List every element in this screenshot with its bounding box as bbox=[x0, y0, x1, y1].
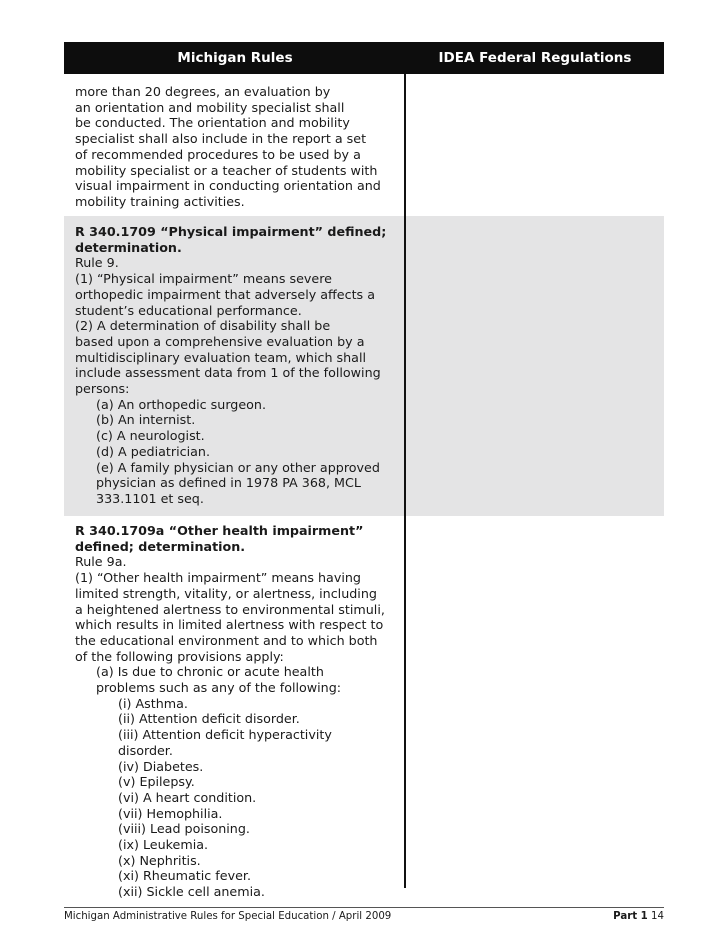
sub-item: problems such as any of the following: bbox=[96, 680, 342, 696]
list-item: (v) Epilepsy. bbox=[118, 774, 195, 790]
text-line: persons: bbox=[75, 381, 130, 397]
list-item: (d) A pediatrician. bbox=[96, 443, 210, 459]
list-item: (i) Asthma. bbox=[118, 695, 188, 711]
list-item: physician as defined in 1978 PA 368, MCL bbox=[96, 475, 361, 491]
list-item: 333.1101 et seq. bbox=[96, 490, 204, 506]
rule-heading: determination. bbox=[75, 239, 182, 255]
list-item: (viii) Lead poisoning. bbox=[118, 821, 250, 837]
rule-heading: R 340.1709 “Physical impairment” defined; bbox=[75, 224, 387, 239]
list-item: (vi) A heart condition. bbox=[118, 789, 257, 805]
text-line: mobility training activities. bbox=[75, 193, 245, 209]
list-item: (x) Nephritis. bbox=[118, 852, 201, 868]
footer-page-number: 14 bbox=[651, 911, 664, 922]
list-item: (ix) Leukemia. bbox=[118, 837, 209, 853]
text-line: an orientation and mobility specialist shall bbox=[75, 99, 345, 115]
rule-heading: R 340.1709a “Other health impairment” bbox=[75, 523, 364, 538]
list-item: (b) An internist. bbox=[96, 412, 196, 428]
text-line: (1) “Physical impairment” means severe bbox=[75, 271, 332, 287]
text-line: of the following provisions apply: bbox=[75, 648, 284, 664]
list-item: (c) A neurologist. bbox=[96, 428, 205, 444]
list-item: disorder. bbox=[118, 742, 173, 758]
text-line: limited strength, vitality, or alertness, including bbox=[75, 585, 377, 601]
text-line: (1) “Other health impairment” means having bbox=[75, 570, 361, 586]
continued-text bbox=[75, 84, 400, 210]
text-line: a heightened alertness to environmental stimuli, bbox=[75, 601, 385, 617]
table-header bbox=[64, 42, 664, 74]
list-item: (xii) Sickle cell anemia. bbox=[118, 884, 265, 900]
list-item: (iv) Diabetes. bbox=[118, 758, 204, 774]
text-line: mobility specialist or a teacher of students with bbox=[75, 162, 378, 178]
column-divider bbox=[404, 74, 406, 888]
text-line: orthopedic impairment that adversely affects a bbox=[75, 286, 375, 302]
footer-page-info bbox=[613, 911, 664, 922]
rule-340-1709-section bbox=[75, 224, 400, 507]
text-line: (2) A determination of disability shall be bbox=[75, 318, 331, 334]
footer-document-title: Michigan Administrative Rules for Special Education / April 2009 bbox=[64, 911, 392, 922]
list-item: (ii) Attention deficit disorder. bbox=[118, 711, 300, 727]
rule-number: Rule 9. bbox=[75, 255, 119, 271]
list-item: (e) A family physician or any other approved bbox=[96, 459, 380, 475]
list-item: (a) An orthopedic surgeon. bbox=[96, 396, 267, 412]
text-line: visual impairment in conducting orientation and bbox=[75, 178, 381, 194]
column-header-idea-federal-regulations: IDEA Federal Regulations bbox=[438, 50, 632, 66]
rule-heading: defined; determination. bbox=[75, 538, 246, 554]
list-item: (vii) Hemophilia. bbox=[118, 805, 223, 821]
list-item: (xi) Rheumatic fever. bbox=[118, 868, 251, 884]
text-line: multidisciplinary evaluation team, which shall bbox=[75, 349, 367, 365]
text-line: include assessment data from 1 of the following bbox=[75, 365, 381, 381]
list-item: (iii) Attention deficit hyperactivity bbox=[118, 727, 332, 743]
text-line: based upon a comprehensive evaluation by a bbox=[75, 333, 365, 349]
footer-part-label: Part 1 bbox=[613, 911, 648, 922]
rule-340-1709a-section bbox=[75, 523, 400, 900]
text-line: the educational environment and to which both bbox=[75, 632, 378, 648]
text-line: student’s educational performance. bbox=[75, 302, 302, 318]
footer-rule bbox=[64, 907, 664, 908]
text-line: be conducted. The orientation and mobility bbox=[75, 115, 350, 131]
column-header-michigan-rules: Michigan Rules bbox=[177, 50, 293, 66]
sub-item: (a) Is due to chronic or acute health bbox=[96, 664, 324, 680]
text-line: which results in limited alertness with respect to bbox=[75, 617, 384, 633]
text-line: of recommended procedures to be used by a bbox=[75, 146, 361, 162]
text-line: specialist shall also include in the report a set bbox=[75, 131, 367, 147]
text-line: more than 20 degrees, an evaluation by bbox=[75, 84, 331, 99]
rule-number: Rule 9a. bbox=[75, 554, 127, 570]
